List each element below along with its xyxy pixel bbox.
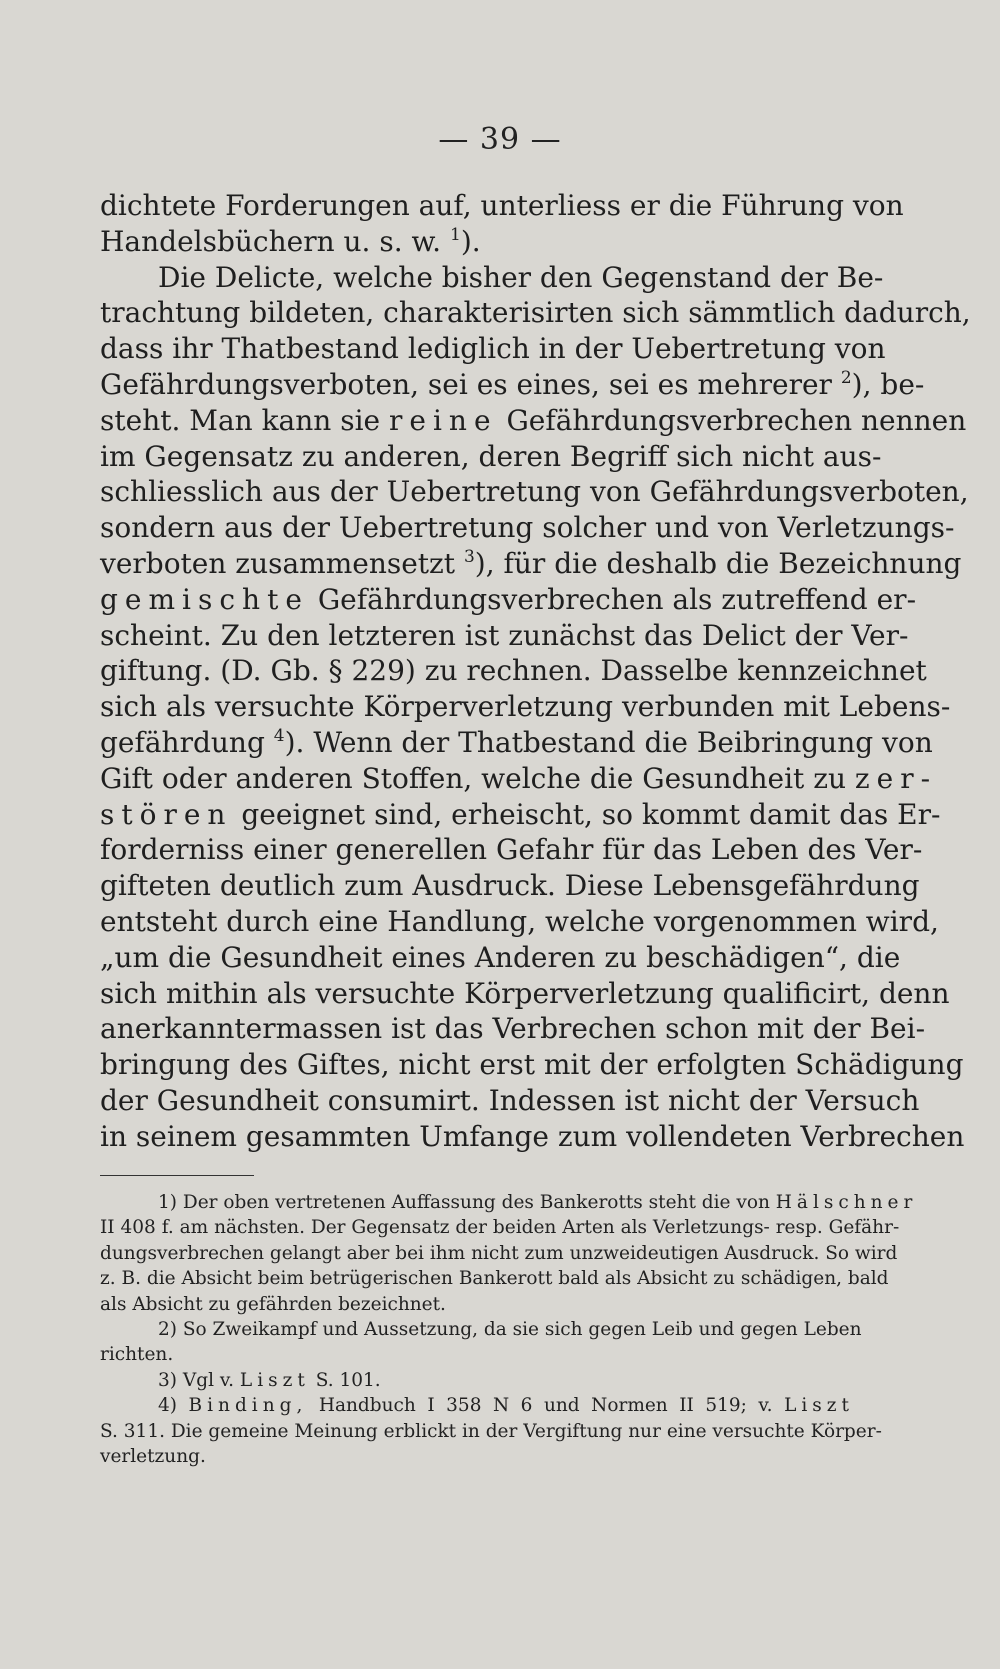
text-fragment: ), für die deshalb die Bezeichnung xyxy=(474,546,962,580)
footnote-marker: 2 xyxy=(840,367,852,388)
text-line: bringung des Giftes, nicht erst mit der erfolgten Schädigung xyxy=(100,1048,964,1082)
text-line: schliesslich aus der Uebertretung von Gefährdungsverboten, xyxy=(100,475,969,509)
footnote-4-line: verletzung. xyxy=(100,1446,206,1468)
text-line: in seinem gesammten Umfange zum vollendeten Verbrechen xyxy=(100,1119,965,1153)
main-text-block xyxy=(100,188,971,1155)
text-line: im Gegensatz zu anderen, deren Begriff sich nicht aus- xyxy=(100,439,882,473)
text-fragment: Handbuch I 358 N 6 und Normen II 519; v. xyxy=(318,1395,773,1417)
footnote-marker: 3 xyxy=(463,546,475,567)
footnote-1-line: II 408 f. am nächsten. Der Gegensatz der beiden Arten als Verletzungs- resp. Gefähr- xyxy=(100,1217,900,1239)
text-line: „um die Gesundheit eines Anderen zu beschädigen“, die xyxy=(100,940,901,974)
footnote-1-line xyxy=(100,1190,918,1215)
text-line: dass ihr Thatbestand lediglich in der Uebertretung von xyxy=(100,332,886,366)
text-line xyxy=(100,367,925,403)
text-line: forderniss einer generellen Gefahr für das Leben des Ver- xyxy=(100,833,923,867)
spaced-emphasis: stören xyxy=(100,797,233,831)
text-fragment: Gift oder anderen Stoffen, welche die Gesundheit zu xyxy=(100,761,846,795)
spaced-author-name: Binding, xyxy=(188,1395,308,1417)
spaced-emphasis: zer- xyxy=(854,761,938,795)
footnote-separator xyxy=(100,1175,254,1176)
text-fragment: Gefährdungsverbrechen als zutreffend er- xyxy=(317,582,917,616)
paragraph-start-line: Die Delicte, welche bisher den Gegenstand der Be- xyxy=(158,260,884,294)
footnote-4-line: S. 311. Die gemeine Meinung erblickt in der Vergiftung nur eine versuchte Körper- xyxy=(100,1420,882,1442)
text-line: sich mithin als versuchte Körperverletzung qualificirt, denn xyxy=(100,976,950,1010)
text-line xyxy=(100,797,941,833)
text-fragment: steht. Man kann sie xyxy=(100,403,381,437)
text-line: sondern aus der Uebertretung solcher und von Verletzungs- xyxy=(100,511,955,545)
spaced-author-name: Hälschner xyxy=(775,1192,918,1213)
text-fragment: geeignet sind, erheischt, so kommt damit das Er- xyxy=(241,797,941,831)
footnote-1-line: z. B. die Absicht beim betrügerischen Bankerott bald als Absicht zu schädigen, bald xyxy=(100,1268,889,1290)
text-line: gifteten deutlich zum Ausdruck. Diese Lebensgefährdung xyxy=(100,869,920,903)
text-fragment: Gefährdungsverboten, sei es eines, sei es mehrerer xyxy=(100,367,832,401)
footnote-marker: 4 xyxy=(273,725,285,746)
text-line xyxy=(100,582,917,618)
text-line xyxy=(100,403,967,439)
text-line: scheint. Zu den letzteren ist zunächst das Delict der Ver- xyxy=(100,618,909,652)
text-line xyxy=(100,725,933,761)
text-fragment: ). Wenn der Thatbestand die Beibringung von xyxy=(284,725,933,759)
text-fragment: Handelsbüchern u. s. w. xyxy=(100,224,442,258)
footnote-1-line: dungsverbrechen gelangt aber bei ihm nicht zum unzweideutigen Ausdruck. So wird xyxy=(100,1242,898,1264)
text-line xyxy=(100,761,938,797)
footnote-1-line: als Absicht zu gefährden bezeichnet. xyxy=(100,1293,446,1315)
text-line xyxy=(100,224,854,260)
text-line: der Gesundheit consumirt. Indessen ist nicht der Versuch xyxy=(100,1083,920,1117)
text-fragment: Gefährdungsverbrechen nennen xyxy=(506,403,967,437)
footnote-2-line: 2) So Zweikampf und Aussetzung, da sie sich gegen Leib und gegen Leben xyxy=(158,1319,862,1341)
text-fragment: ), be- xyxy=(851,367,925,401)
footnote-3-line xyxy=(100,1368,854,1393)
text-line: sich als versuchte Körperverletzung verbunden mit Lebens- xyxy=(100,690,951,724)
text-fragment: verboten zusammensetzt xyxy=(100,546,456,580)
text-fragment: ). xyxy=(460,224,481,258)
spaced-emphasis: gemischte xyxy=(100,582,309,616)
text-fragment: 1) Der oben vertretenen Auffassung des Bankerotts steht die von xyxy=(158,1192,770,1213)
text-fragment: 3) Vgl v. xyxy=(158,1369,235,1391)
footnote-4-line xyxy=(100,1393,854,1418)
text-fragment: 4) xyxy=(158,1395,177,1417)
footnote-marker: 1 xyxy=(449,224,461,245)
page-number: — 39 — xyxy=(438,122,562,157)
text-line xyxy=(100,546,962,582)
text-fragment: gefährdung xyxy=(100,725,265,759)
spaced-emphasis: reine xyxy=(389,403,498,437)
spaced-author-name: Liszt xyxy=(239,1369,310,1391)
text-line: entsteht durch eine Handlung, welche vorgenommen wird, xyxy=(100,904,939,938)
text-fragment: S. 101. xyxy=(315,1369,381,1391)
text-line: anerkanntermassen ist das Verbrechen schon mit der Bei- xyxy=(100,1012,926,1046)
footnote-2-line: richten. xyxy=(100,1344,174,1366)
text-line: giftung. (D. Gb. § 229) zu rechnen. Dasselbe kennzeichnet xyxy=(100,654,927,688)
spaced-author-name: Liszt xyxy=(784,1395,854,1417)
footnotes-block xyxy=(100,1190,918,1469)
text-line: dichtete Forderungen auf, unterliess er die Führung von xyxy=(100,189,904,222)
text-line: trachtung bildeten, charakterisirten sich sämmtlich dadurch, xyxy=(100,296,971,330)
